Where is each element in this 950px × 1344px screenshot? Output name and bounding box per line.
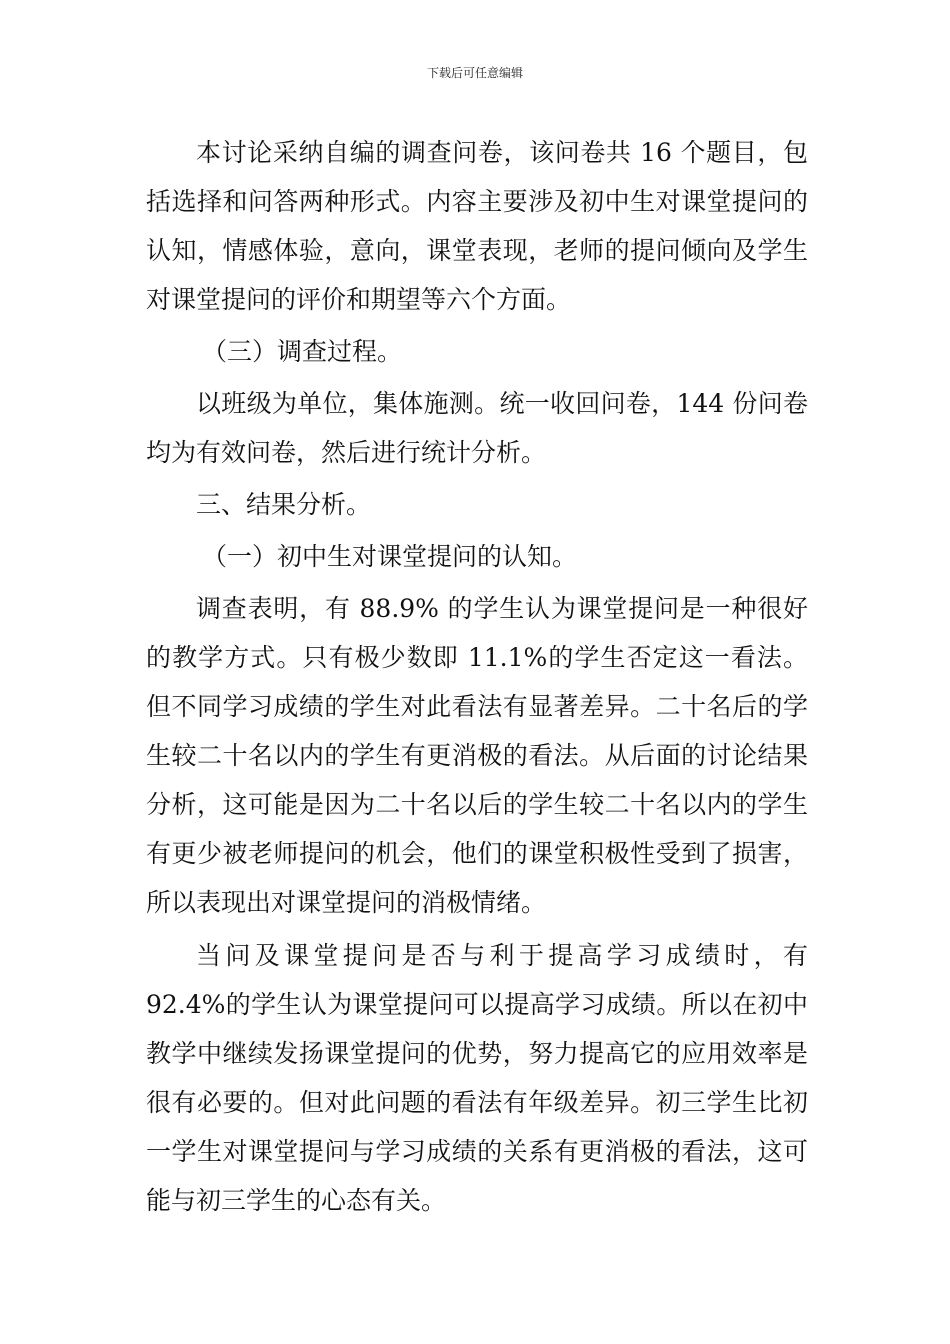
heading-cognition: （一）初中生对课堂提问的认知。 — [202, 542, 578, 571]
paragraph-questionnaire: 本讨论采纳自编的调查问卷，该问卷共 16 个题目，包括选择和问答两种形式。内容主要涉及初中生对课堂提问的认知，情感体验，意向，课堂表现，老师的提问倾向及学生对课堂提问的评价和期望等六个方面。 — [146, 138, 808, 314]
heading-survey-process: （三）调查过程。 — [202, 337, 403, 366]
paragraph-survey-process: 以班级为单位，集体施测。统一收回问卷，144 份问卷均为有效问卷，然后进行统计分析。 — [146, 389, 808, 467]
document-body — [146, 128, 808, 1225]
page-header: 下载后可任意编辑 — [426, 66, 523, 80]
heading-results-analysis: 三、结果分析。 — [196, 490, 372, 519]
paragraph-grade-differences: 当问及课堂提问是否与利于提高学习成绩时，有 92.4%的学生认为课堂提问可以提高学习成绩。所以在初中教学中继续发扬课堂提问的优势，努力提高它的应用效率是很有必要的。但对此问题的看法有年级差异。初三学生比初一学生对课堂提问与学习成绩的关系有更消极的看法，这可能与初三学生的心态有关。 — [146, 941, 808, 1215]
paragraph-cognition-results: 调查表明，有 88.9% 的学生认为课堂提问是一种很好的教学方式。只有极少数即 11.1%的学生否定这一看法。但不同学习成绩的学生对此看法有显著差异。二十名后的学生较二十名以内的学生有更消极的看法。从后面的讨论结果分析，这可能是因为二十名以后的学生较二十名以内的学生有更少被老师提问的机会，他们的课堂积极性受到了损害，所以表现出对课堂提问的消极情绪。 — [146, 594, 808, 917]
